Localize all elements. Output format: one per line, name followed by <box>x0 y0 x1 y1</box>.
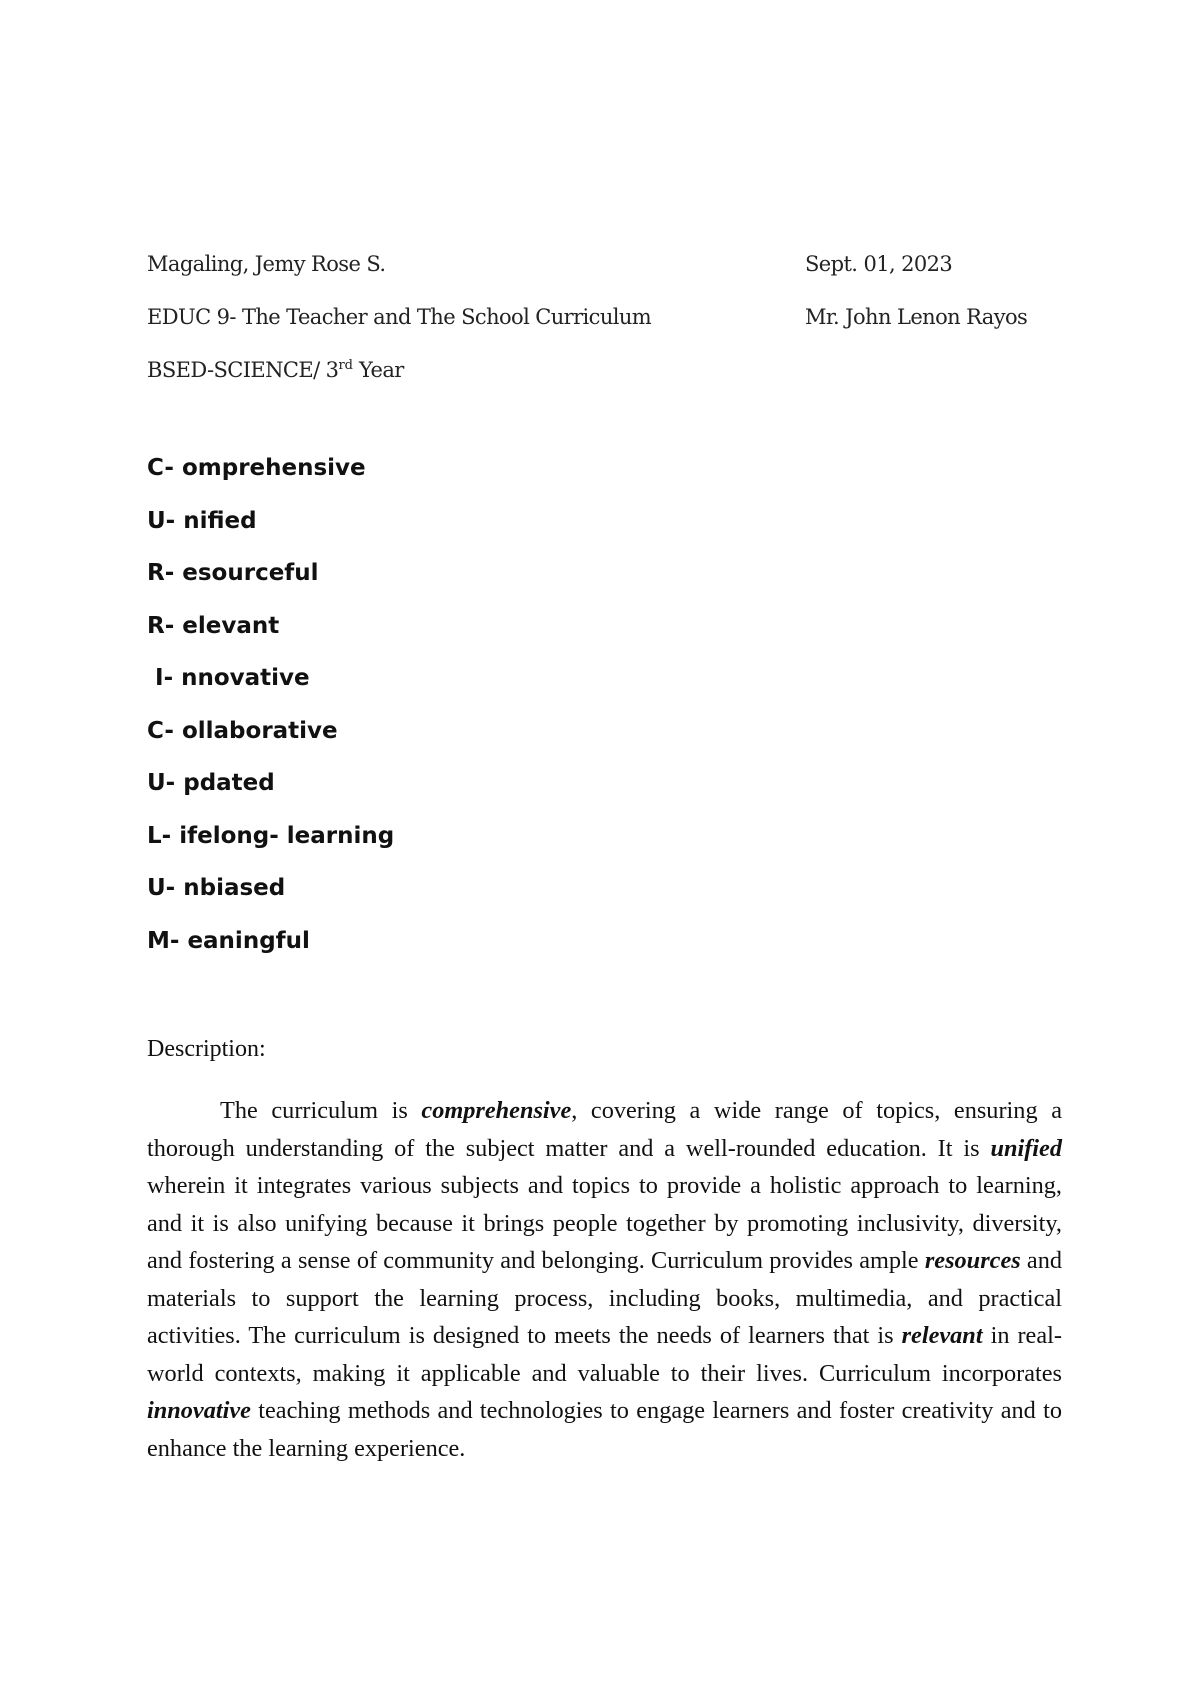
submission-date: Sept. 01, 2023 <box>805 252 953 276</box>
acrostic-item: U- nbiased <box>147 875 286 901</box>
acrostic-item: U- nified <box>147 507 257 534</box>
student-name: Magaling, Jemy Rose S. <box>147 252 386 276</box>
paragraph-text: teaching methods and technologies to engage learners and foster creativity and to enhance the learning experience. <box>147 1397 1062 1462</box>
acrostic-item: U- pdated <box>147 770 275 796</box>
paragraph-text: The curriculum is <box>220 1097 422 1124</box>
acrostic-item: M- eaningful <box>147 927 310 954</box>
program-suffix: Year <box>352 358 404 382</box>
acrostic-item: R- elevant <box>147 612 280 639</box>
acrostic-list <box>147 452 394 977</box>
acrostic-item: C- omprehensive <box>147 455 366 481</box>
description-label: Description: <box>147 1036 266 1062</box>
keyword-unified: unified <box>990 1134 1062 1162</box>
program-prefix: BSED-SCIENCE/ 3 <box>147 358 339 382</box>
instructor-name: Mr. John Lenon Rayos <box>805 305 1028 329</box>
keyword-relevant: relevant <box>901 1322 983 1349</box>
keyword-resources: resources <box>924 1247 1021 1274</box>
course-title: EDUC 9- The Teacher and The School Curriculum <box>147 305 652 329</box>
keyword-innovative: innovative <box>147 1397 251 1424</box>
paragraph-text: in real-world contexts, making it applicable and valuable to their lives. Curriculum incorporates <box>147 1322 1062 1387</box>
paragraph-text: and materials to support the learning process, including books, multimedia, and practical activities. The curriculum is designed to meets the needs of learners that is <box>147 1247 1063 1349</box>
keyword-comprehensive: comprehensive <box>421 1097 572 1124</box>
description-paragraph <box>147 1092 1062 1467</box>
paragraph-text: wherein it integrates various subjects and topics to provide a holistic approach to learning, and it is also unifying because it brings people together by promoting inclusivity, diversity, and fostering a sense of community and belonging. Curriculum provides ample <box>147 1172 1062 1274</box>
acrostic-item: C- ollaborative <box>147 717 338 744</box>
program-year <box>147 358 404 382</box>
acrostic-item: R- esourceful <box>147 560 319 586</box>
acrostic-item: I- nnovative <box>147 665 310 691</box>
program-ordinal: rd <box>338 358 353 373</box>
paragraph-text: , covering a wide range of topics, ensuring a thorough understanding of the subject matter and a well-rounded education. It is <box>147 1097 1062 1162</box>
acrostic-item: L- ifelong- learning <box>147 822 395 849</box>
